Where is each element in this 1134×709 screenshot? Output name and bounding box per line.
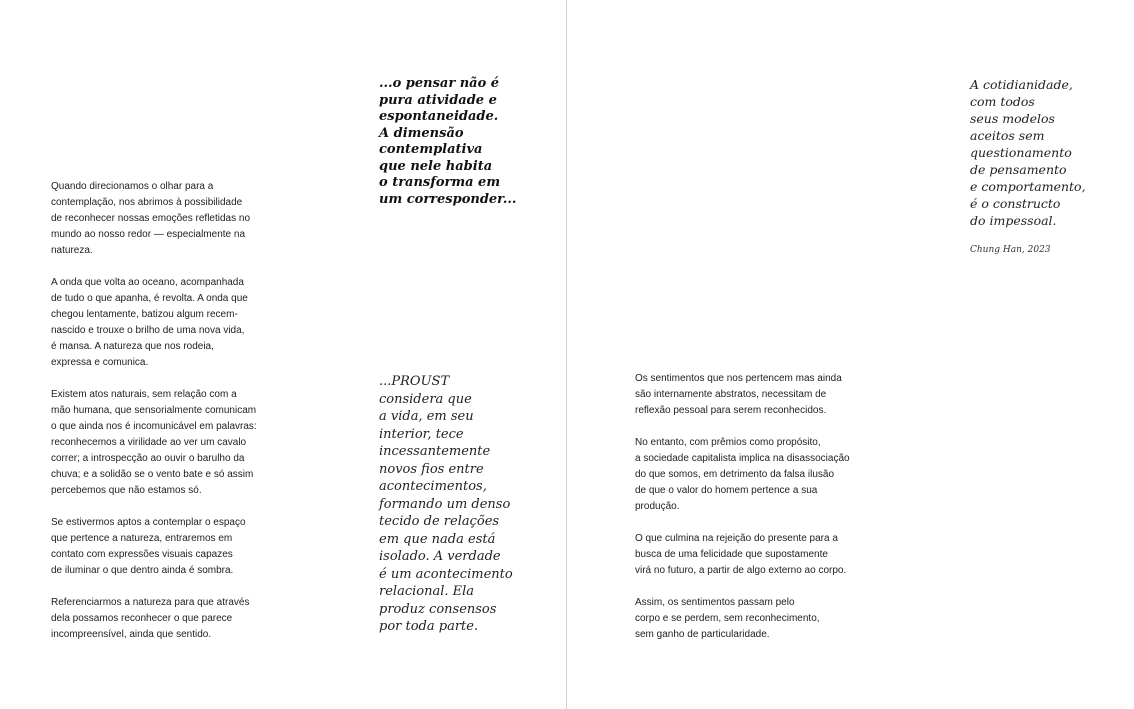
left-paragraph-5: Referenciarmos a natureza para que através dela possamos reconhecer o que parece incompreensível, ainda que sentido.	[51, 597, 250, 640]
right-paragraph-3: O que culmina na rejeição do presente para a busca de uma felicidade que supostamente virá no futuro, a partir de algo externo ao corpo.	[635, 533, 847, 576]
pull-quote-proust: ...PROUST considera que a vida, em seu interior, tece incessantemente novos fios entre acontecimentos, formando um denso tecido de relações em que nada está isolado. A verdade é um acontecimento relacional. Ela produz consensos por toda parte.	[379, 374, 513, 634]
page-gutter-divider	[566, 0, 567, 709]
right-paragraph-1: Os sentimentos que nos pertencem mas ainda são internamente abstratos, necessitam de reflexão pessoal para serem reconhecidos.	[635, 373, 842, 416]
left-paragraph-4: Se estivermos aptos a contemplar o espaço que pertence a natureza, entraremos em contato com expressões visuais capazes de iluminar o que dentro ainda é sombra.	[51, 517, 246, 576]
left-paragraph-1: Quando direcionamos o olhar para a contemplação, nos abrimos à possibilidade de reconhecer nossas emoções refletidas no mundo ao nosso redor — especialmente na natureza.	[51, 181, 251, 256]
quote-attribution: Chung Han, 2023	[970, 245, 1051, 255]
pull-quote-top: ...o pensar não é pura atividade e espontaneidade. A dimensão contemplativa que nele habita o transforma em um corresponder...	[379, 76, 517, 207]
left-paragraph-2: A onda que volta ao oceano, acompanhada de tudo o que apanha, é revolta. A onda que chegou lentamente, batizou algum recem- nascido e trouxe o brilho de uma nova vida, é mansa. A natureza que nos rodeia, expressa e comunica.	[51, 277, 248, 368]
pull-quote-right	[970, 76, 1120, 255]
right-paragraph-2: No entanto, com prêmios como propósito, a sociedade capitalista implica na disassociação do que somos, em detrimento da falsa ilusão de que o valor do homem pertence a sua produção.	[635, 437, 850, 512]
right-paragraph-4: Assim, os sentimentos passam pelo corpo e se perdem, sem reconhecimento, sem ganho de particularidade.	[635, 597, 820, 640]
left-body-column	[51, 179, 281, 659]
left-paragraph-3: Existem atos naturais, sem relação com a mão humana, que sensorialmente comunicam o que ainda nos é incomunicável em palavras: reconhecemos a virilidade ao ver um cavalo correr; a introspecção ao ouvir o barulho da chuva; e a solidão se o vento bate e só assim percebemos que não estamos só.	[51, 389, 257, 496]
pull-quote-right-text: A cotidianidade, com todos seus modelos aceitos sem questionamento de pensamento e comportamento, é o constructo do impessoal.	[970, 77, 1086, 228]
right-body-column	[635, 371, 875, 659]
